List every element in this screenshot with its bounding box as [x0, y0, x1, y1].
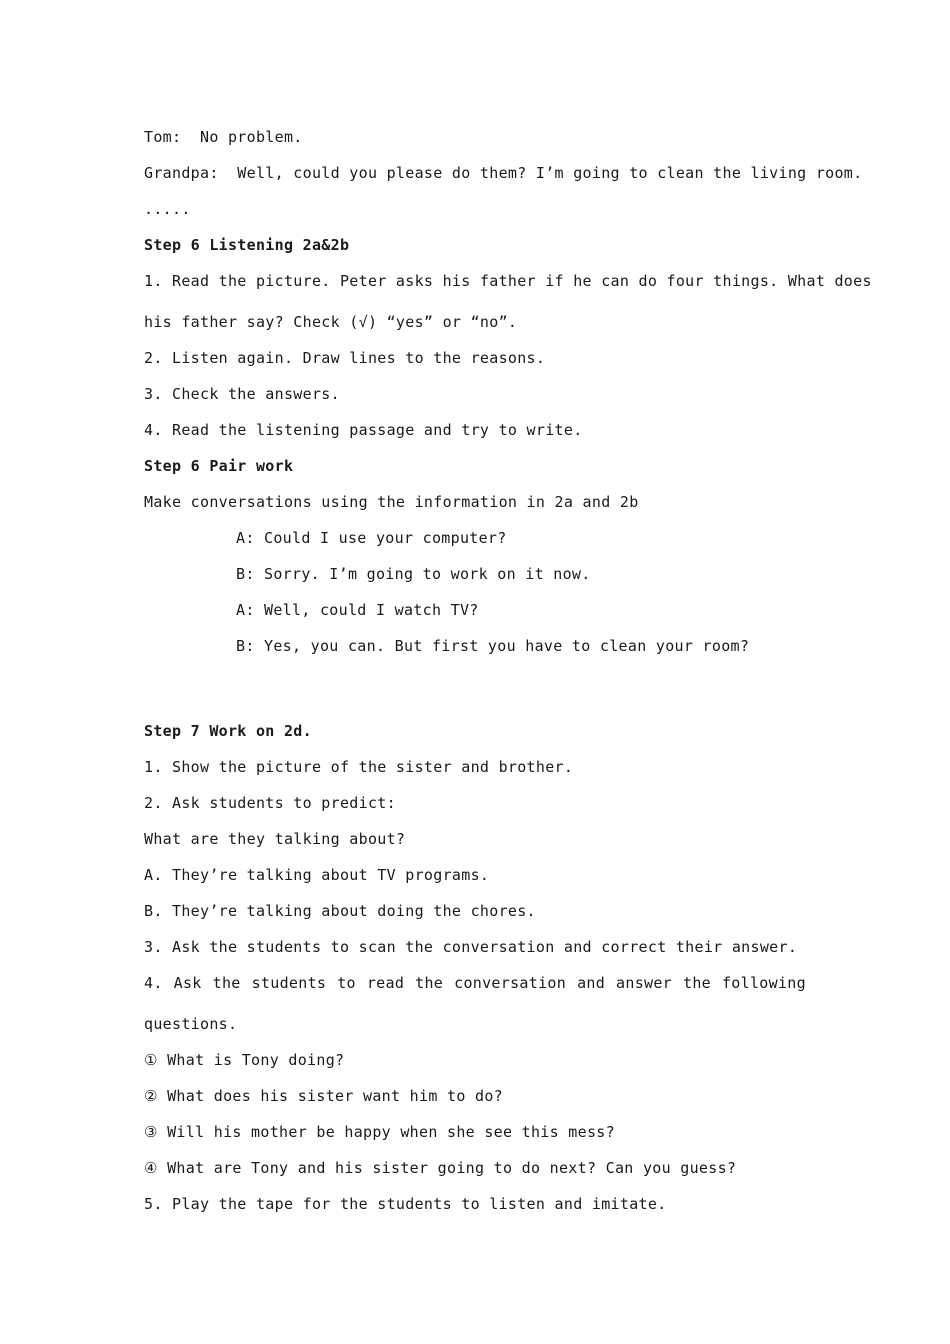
listening-item-2: 2. Listen again. Draw lines to the reasons. — [144, 349, 546, 367]
question-1: ① What is Tony doing? — [144, 1051, 345, 1069]
step7-item-5: 5. Play the tape for the students to listen and imitate. — [144, 1195, 667, 1213]
word: the — [212, 974, 241, 992]
word: and — [577, 974, 606, 992]
question-2: ② What does his sister want him to do? — [144, 1087, 503, 1105]
option-a: A. They’re talking about TV programs. — [144, 866, 490, 884]
option-b: B. They’re talking about doing the chores. — [144, 902, 536, 920]
question-3: ③ Will his mother be happy when she see this mess? — [144, 1123, 615, 1141]
step7-item-3: 3. Ask the students to scan the conversation and correct their answer. — [144, 938, 798, 956]
step6-pair-heading: Step 6 Pair work — [144, 457, 294, 475]
step7-item-4-line-1 — [144, 973, 806, 993]
word: 4. — [144, 974, 163, 992]
conversation-line: A: Could I use your computer? — [236, 529, 507, 547]
word: the — [415, 974, 444, 992]
step7-item-2: 2. Ask students to predict: — [144, 794, 396, 812]
step7-heading: Step 7 Work on 2d. — [144, 722, 312, 740]
word: to — [337, 974, 356, 992]
dialogue-grandpa: Grandpa: Well, could you please do them? I’m going to clean the living room. — [144, 164, 863, 182]
question-4: ④ What are Tony and his sister going to do next? Can you guess? — [144, 1159, 737, 1177]
word: the — [683, 974, 711, 992]
conversation-line: B: Yes, you can. But first you have to clean your room? — [236, 637, 750, 655]
word: read — [366, 974, 405, 992]
word: Ask — [173, 974, 202, 992]
listening-item-1-line-1: 1. Read the picture. Peter asks his father if he can do four things. What does — [144, 272, 872, 290]
step7-question: What are they talking about? — [144, 830, 406, 848]
word: answer — [616, 974, 673, 992]
dialogue-tom: Tom: No problem. — [144, 128, 303, 146]
step7-item-1: 1. Show the picture of the sister and brother. — [144, 758, 574, 776]
step6-listening-heading: Step 6 Listening 2a&2b — [144, 236, 350, 254]
conversation-line: A: Well, could I watch TV? — [236, 601, 479, 619]
word: following — [721, 974, 806, 992]
pair-intro: Make conversations using the information in 2a and 2b — [144, 493, 639, 511]
listening-item-3: 3. Check the answers. — [144, 385, 340, 403]
listening-item-4: 4. Read the listening passage and try to write. — [144, 421, 583, 439]
listening-item-1-line-2: his father say? Check (√) “yes” or “no”. — [144, 313, 518, 331]
conversation-line: B: Sorry. I’m going to work on it now. — [236, 565, 591, 583]
word: conversation — [454, 974, 567, 992]
step7-item-4-line-2: questions. — [144, 1015, 238, 1033]
word: students — [251, 974, 327, 992]
ellipsis: ..... — [144, 200, 191, 218]
